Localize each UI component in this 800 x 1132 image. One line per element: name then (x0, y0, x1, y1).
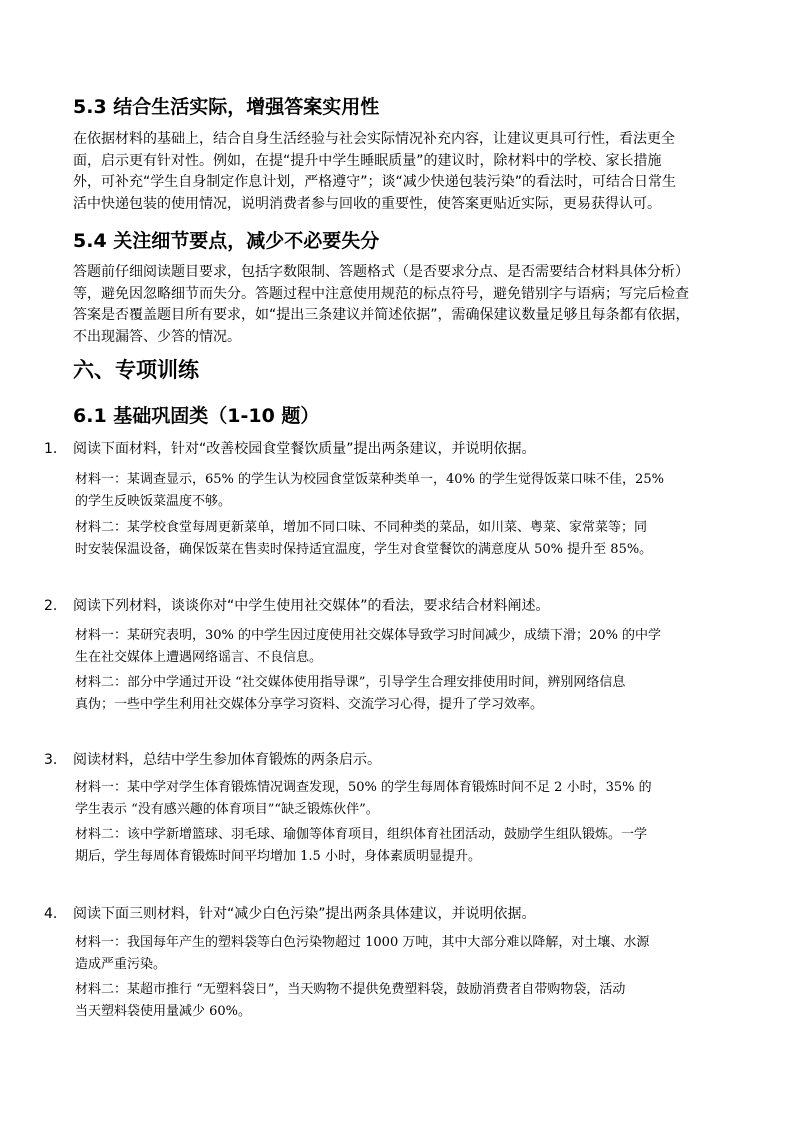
question-prompt: 阅读材料，总结中学生参加体育锻炼的两条启示。 (73, 752, 381, 768)
chapter-heading-6: 六、专项训练 (73, 358, 199, 382)
material-one (75, 932, 735, 976)
paragraph-line: 等，避免因忽略细节而失分。答题过程中注意使用规范的标点符号，避免错别字与语病；写完后检查 (73, 285, 689, 302)
material-line: 材料一：某调查显示，65% 的学生认为校园食堂饭菜种类单一，40% 的学生觉得饭菜口味不佳，25% (75, 472, 664, 487)
paragraph-line: 面，启示更有针对性。例如，在提“提升中学生睡眠质量”的建议时，除材料中的学校、家长措施 (73, 152, 662, 169)
material-line: 材料一：某研究表明，30% 的中学生因过度使用社交媒体导致学习时间减少，成绩下滑；20% 的中学 (75, 628, 662, 643)
question-prompt: 阅读下列材料，谈谈你对“中学生使用社交媒体”的看法，要求结合材料阐述。 (73, 598, 550, 614)
question-number: 3. (44, 752, 58, 768)
material-line: 的学生反映饭菜温度不够。 (75, 494, 232, 509)
material-one (75, 625, 735, 669)
question-number: 2. (44, 598, 58, 614)
question-prompt: 阅读下面材料，针对“改善校园食堂餐饮质量”提出两条建议，并说明依据。 (73, 441, 536, 457)
paragraph-line: 答题前仔细阅读题目要求，包括字数限制、答题格式（是否要求分点、是否需要结合材料具体分析） (73, 264, 689, 280)
paragraph-line: 在依据材料的基础上，结合自身生活经验与社会实际情况补充内容，让建议更具可行性，看法更全 (73, 131, 675, 147)
material-line: 造成严重污染。 (75, 957, 167, 972)
material-line: 时安装保温设备，确保饭菜在售卖时保持适宜温度，学生对食堂餐饮的满意度从 50% 提升至 85%。 (75, 542, 653, 557)
paragraph-5-4 (73, 262, 733, 348)
paragraph-line: 不出现漏答、少答的情况。 (73, 328, 241, 345)
question-number: 1. (44, 441, 58, 457)
material-two (75, 824, 735, 868)
material-line: 材料二：某超市推行 “无塑料袋日”，当天购物不提供免费塑料袋，鼓励消费者自带购物袋，活动 (75, 982, 626, 997)
material-line: 期后，学生每周体育锻炼时间平均增加 1.5 小时，身体素质明显提升。 (75, 849, 481, 864)
paragraph-5-3 (73, 129, 733, 215)
material-line: 材料一：我国每年产生的塑料袋等白色污染物超过 1000 万吨，其中大部分难以降解，对土壤、水源 (75, 935, 650, 950)
paragraph-line: 外，可补充“学生自身制定作息计划，严格遵守”；谈“减少快递包装污染”的看法时，可结合日常生 (73, 174, 677, 190)
material-two (75, 979, 735, 1023)
section-heading-6-1: 6.1 基础巩固类（1-10 题） (73, 405, 320, 427)
material-line: 材料一：某中学对学生体育锻炼情况调查发现，50% 的学生每周体育锻炼时间不足 2 小时，35% 的 (75, 780, 652, 795)
material-one (75, 469, 735, 513)
material-two (75, 672, 735, 716)
material-line: 生在社交媒体上遭遇网络谣言、不良信息。 (75, 650, 323, 665)
paragraph-line: 活中快递包装的使用情况，说明消费者参与回收的重要性，使答案更贴近实际，更易获得认可。 (73, 195, 661, 212)
question-number: 4. (44, 906, 58, 922)
material-line: 材料二：部分中学通过开设 “社交媒体使用指导课”，引导学生合理安排使用时间，辨别网络信息 (75, 675, 626, 690)
material-line: 当天塑料袋使用量减少 60%。 (75, 1004, 252, 1019)
section-heading-5-4: 5.4 关注细节要点，减少不必要失分 (73, 230, 380, 252)
section-heading-5-3: 5.3 结合生活实际，增强答案实用性 (73, 96, 380, 118)
material-line: 真伪；一些中学生利用社交媒体分享学习资料、交流学习心得，提升了学习效率。 (75, 697, 544, 712)
paragraph-line: 答案是否覆盖题目所有要求，如“提出三条建议并简述依据”，需确保建议数量足够且每条都有依据， (73, 307, 690, 323)
question-prompt: 阅读下面三则材料，针对“减少白色污染”提出两条具体建议，并说明依据。 (73, 906, 536, 922)
material-one (75, 777, 735, 821)
material-line: 学生表示 “没有感兴趣的体育项目”“缺乏锻炼伙伴”。 (75, 802, 379, 817)
material-line: 材料二：该中学新增篮球、羽毛球、瑜伽等体育项目，组织体育社团活动，鼓励学生组队锻炼。一学 (75, 827, 648, 842)
material-line: 材料二：某学校食堂每周更新菜单，增加不同口味、不同种类的菜品，如川菜、粤菜、家常菜等；同 (75, 520, 648, 535)
material-two (75, 517, 735, 561)
